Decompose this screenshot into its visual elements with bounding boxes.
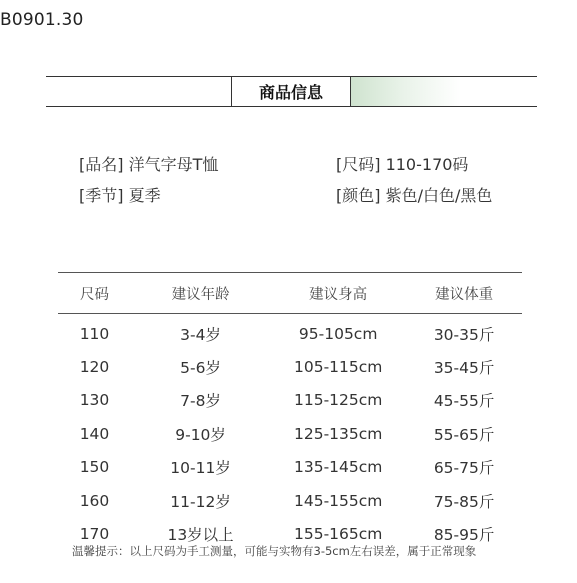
cell-size: 160 bbox=[79, 491, 110, 510]
cell-age: 7-8岁 bbox=[180, 392, 221, 411]
cell-height: 115-125cm bbox=[293, 391, 383, 410]
cell-weight: 35-45斤 bbox=[433, 359, 495, 378]
cell-height: 105-115cm bbox=[293, 358, 383, 377]
cell-height: 145-155cm bbox=[293, 491, 383, 510]
section-title: 商品信息 bbox=[231, 77, 351, 106]
cell-size: 110 bbox=[79, 324, 110, 343]
cell-weight: 85-95斤 bbox=[433, 526, 495, 545]
cell-height: 125-135cm bbox=[293, 424, 383, 443]
cell-weight: 65-75斤 bbox=[433, 459, 495, 478]
cell-weight: 30-35斤 bbox=[433, 325, 495, 344]
table-row bbox=[58, 451, 522, 484]
section-header bbox=[46, 76, 537, 107]
header-size: 尺码 bbox=[58, 273, 131, 314]
cell-size: 140 bbox=[79, 424, 110, 443]
cell-weight: 45-55斤 bbox=[433, 392, 495, 411]
header-height: 建议身高 bbox=[270, 273, 406, 314]
cell-age: 3-4岁 bbox=[180, 325, 221, 344]
cell-age: 11-12岁 bbox=[170, 492, 231, 511]
header-weight: 建议体重 bbox=[406, 273, 522, 314]
disclaimer-note: 温馨提示：以上尺码为手工测量，可能与实物有3-5cm左右误差，属于正常现象 bbox=[72, 544, 477, 558]
header-decoration bbox=[351, 77, 461, 106]
table-header-row bbox=[58, 273, 522, 314]
info-colors: [颜色] 紫色/白色/黑色 bbox=[336, 186, 493, 205]
product-code: B0901.30 bbox=[0, 10, 84, 30]
info-season: [季节] 夏季 bbox=[79, 186, 161, 205]
table-row bbox=[58, 314, 522, 351]
table-row bbox=[58, 350, 522, 383]
table-row bbox=[58, 417, 522, 450]
cell-age: 9-10岁 bbox=[175, 425, 226, 444]
table-body bbox=[58, 314, 522, 551]
cell-age: 13岁以上 bbox=[167, 526, 234, 545]
cell-height: 135-145cm bbox=[293, 458, 383, 477]
cell-size: 150 bbox=[79, 458, 110, 477]
info-product-name: [品名] 洋气字母T恤 bbox=[79, 155, 219, 174]
cell-weight: 75-85斤 bbox=[433, 492, 495, 511]
cell-age: 5-6岁 bbox=[180, 359, 221, 378]
cell-height: 95-105cm bbox=[298, 324, 378, 343]
info-size-range: [尺码] 110-170码 bbox=[336, 155, 469, 174]
cell-height: 155-165cm bbox=[293, 525, 383, 544]
header-age: 建议年龄 bbox=[131, 273, 270, 314]
table-row bbox=[58, 484, 522, 517]
cell-weight: 55-65斤 bbox=[433, 425, 495, 444]
size-table bbox=[58, 272, 522, 551]
table-row bbox=[58, 384, 522, 417]
cell-size: 130 bbox=[79, 391, 110, 410]
cell-age: 10-11岁 bbox=[170, 459, 231, 478]
cell-size: 170 bbox=[79, 525, 110, 544]
cell-size: 120 bbox=[79, 358, 110, 377]
